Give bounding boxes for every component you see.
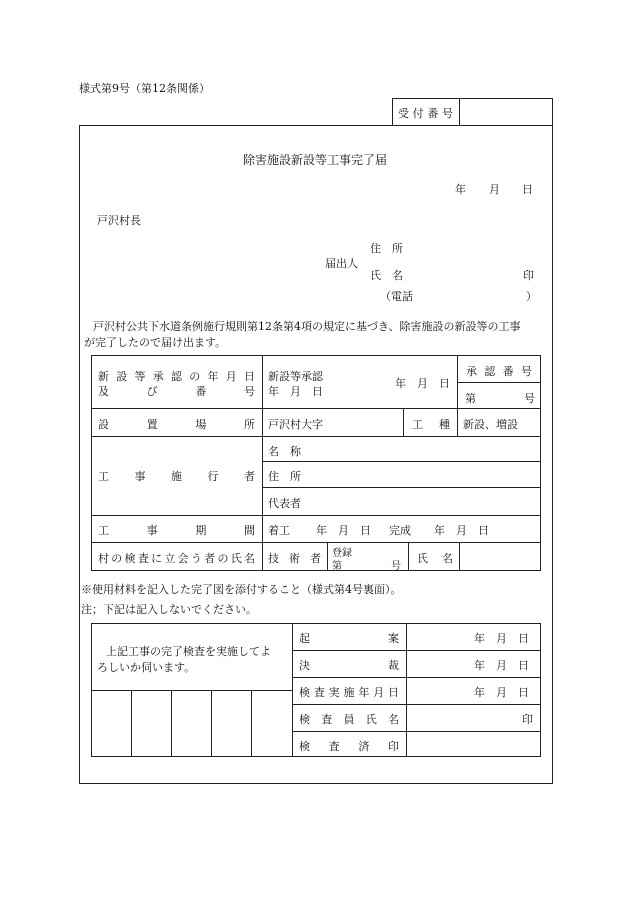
inspector-seal: 印 [522,713,533,726]
inspection-date-label: 検査実施年月日 [299,686,399,699]
note-do-not-fill: 注；下記は記入しないでください。 [81,603,257,616]
approval-date-label: 新設等承認の年月日 [98,370,255,383]
work-end-label: 完成 [389,524,411,537]
addressee: 戸沢村長 [97,214,141,227]
applicant-name-label: 氏 名 [370,269,403,282]
decision-date: 年 月 日 [474,659,529,672]
request-text-1: 上記工事の完了検査を実施してよ [106,645,271,658]
approval-date-field-b: 年 月 日 [268,385,323,398]
contractor-label: 工事施行者 [98,470,255,483]
body-text-2: が完了したので届け出ます。 [84,336,227,349]
inspection-witness-label: 村の検査に立会う者の氏名 [98,552,255,565]
witness-name-label: 氏名 [417,552,453,565]
inspector-name-label: 検査員氏名 [299,713,399,726]
approval-number-label: 及び番号 [98,385,255,398]
location-value: 戸沢村大字 [268,418,323,431]
inspection-date-value: 年 月 日 [474,686,529,699]
work-type-value: 新設、増設 [463,418,518,431]
contractor-name-label: 名 称 [268,445,301,458]
applicant-role: 届出人 [325,257,358,270]
date-day: 日 [522,183,533,196]
form-id: 様式第9号（第12条関係） [79,82,210,95]
request-text-2: ろしいか伺います。 [97,661,196,674]
work-type-label: 工種 [412,418,450,431]
approval-number-header: 承認番号 [466,365,532,378]
contractor-rep-label: 代表者 [268,497,301,510]
registration-prefix: 第 [332,561,342,572]
body-text-1: 戸沢村公共下水道条例施行規則第12条第4項の規定に基づき、除害施設の新設等の工事 [93,320,521,333]
draft-label: 起案 [299,632,399,645]
location-label: 設置場所 [98,418,255,431]
work-start-date: 年 月 日 [316,524,371,537]
applicant-seal: 印 [523,269,534,282]
note-attachment: ※使用材料を記入した完了図を添付すること（様式第4号裏面）。 [81,583,402,596]
contractor-address-label: 住 所 [268,470,301,483]
approval-date-value: 年 月 日 [395,377,450,390]
approval-number-prefix: 第 [465,392,476,405]
date-year: 年 [455,183,466,196]
receipt-label: 受付番号 [398,107,453,120]
registration-suffix: 号 [391,561,401,572]
applicant-phone-open: （電話 [380,290,413,303]
applicant-address-label: 住 所 [370,242,403,255]
applicant-phone-close: ） [526,290,537,303]
engineer-label: 技術者 [268,552,321,565]
approval-date-field-a: 新設等承認 [268,370,323,383]
approval-number-suffix: 号 [524,392,535,405]
work-end-date: 年 月 日 [434,524,489,537]
registration-label: 登録 [332,548,352,559]
work-start-label: 着工 [268,524,290,537]
decision-label: 決裁 [299,659,399,672]
form-title: 除害施設新設等工事完了届 [242,153,387,167]
inspected-seal-label: 検査済印 [299,740,399,753]
date-month: 月 [489,183,500,196]
work-period-label: 工事期間 [98,524,255,537]
draft-date: 年 月 日 [474,632,529,645]
